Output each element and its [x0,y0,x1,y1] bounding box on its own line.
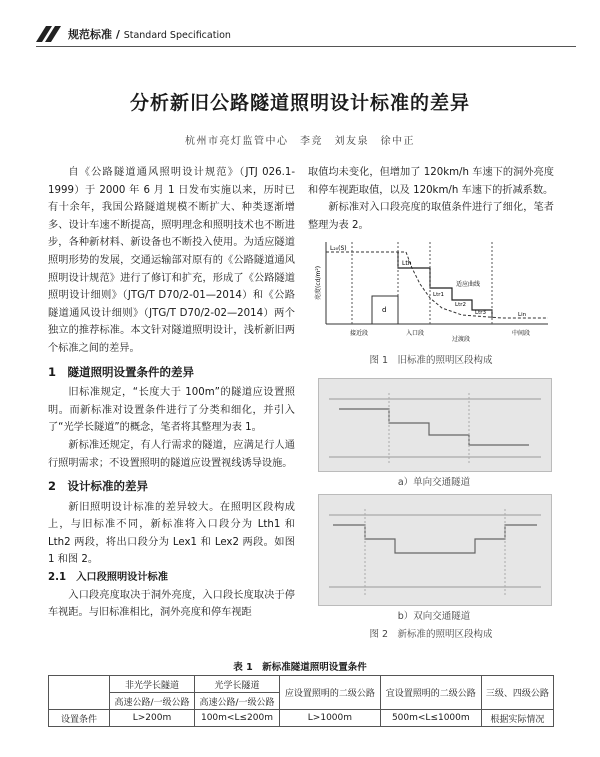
table-head-cell: 非光学长隧道 [110,676,195,693]
figure-2b-caption: b）双向交通隧道 [397,611,471,622]
fig1-curve-label: 适应曲线 [456,281,481,288]
fig1-ltr2-label: Ltr2 [455,302,466,308]
section-2-1-heading: 2.1 入口段照明设计标准 [48,572,168,584]
running-header [36,24,576,46]
fig1-ltr3-label: Ltr3 [475,310,486,316]
table-cell: 根据实际情况 [481,710,553,727]
header-subtitle: Standard Specification [123,30,231,41]
figure-2a-diagram [319,379,551,471]
table-corner-cell [49,676,110,710]
fig1-l20-label: L₂₀(S) [330,245,347,252]
fig1-lin-label: Lin [518,312,527,318]
fig1-seg-interior: 中间段 [512,330,531,337]
figure-2a-image [318,378,552,472]
fig1-lth-label: Lth [402,260,412,267]
fig1-ylabel: 亮度(cd/m²) [315,265,322,300]
table-head-cell: 光学长隧道 [194,676,279,693]
section-1-heading: 1 隧道照明设置条件的差异 [48,364,195,379]
fig1-ltr1-label: Ltr1 [433,292,444,298]
fig1-d-label: d [382,306,387,314]
table-cell: 100m<L≤200m [194,710,279,727]
table-cell: L>200m [110,710,195,727]
table-1 [48,675,554,727]
figure-1-caption: 图 1 旧标准的照明区段构成 [369,355,493,366]
fig1-seg-entrance: 入口段 [406,330,425,337]
header-title: 规范标准 / Standard Specification [68,28,231,41]
section-1-paragraph-2: 新标准还规定，有人行需求的隧道，应满足行人通行照明需求；不设置照明的隧道应设置视线诱导设施。 [48,439,295,469]
header-rule [36,46,576,47]
header-stripes-icon [36,26,62,42]
fig1-seg-approach: 接近段 [350,330,369,337]
figure-2a-caption: a）单向交通隧道 [397,477,471,488]
right-column [308,164,554,234]
author-byline: 杭州市亮灯监管中心 李竞 刘友泉 徐中正 [185,136,415,147]
fig1-seg-transition: 过渡段 [452,336,471,343]
article-title: 分析新旧公路隧道照明设计标准的差异 [129,92,470,114]
section-1-paragraph-1: 旧标准规定，“长度大于 100m”的隧道应设置照明。而新标准对设置条件进行了分类和细化，并引入了“光学长隧道”的概念，笔者将其整理为表 1。 [48,387,295,434]
left-column [48,164,295,622]
figure-2b-image [318,494,552,606]
section-2-1-paragraph: 入口段亮度取决于洞外亮度，入口段长度取决于停车视距。与旧标准相比，洞外亮度和停车视距 [48,589,295,619]
figure-1 [312,238,558,344]
table-cell: 500m<L≤1000m [380,710,481,727]
figure-1-diagram [312,238,558,344]
table-subhead-cell: 高速公路/一级公路 [110,693,195,710]
intro-paragraph: 自《公路隧道通风照明设计规范》（JTJ 026.1-1999）于 2000 年 6 月 1 日发布实施以来，历时已有十余年，我国公路隧道规模不断扩大、种类逐渐增多、设计车速不断提高，照明理念和照明技术也不断进步，各种新材料、新设备也不断投入使用。为适应隧道照明形势的发展，交通运输部对原有的《公路隧道通风照明设计规范》进行了修订和扩充，形成了《公路隧道照明设计细则》（JTG/T D70/2-01—2014）和《公路隧道通风设计细则》（JTG/T D70/2-02—2014）两个独立的推荐标准。本文针对隧道照明设计，浅析新旧两个标准之间的差异。 [48,167,295,354]
table-subhead-cell: 高速公路/一级公路 [194,693,279,710]
section-2-heading: 2 设计标准的差异 [48,479,149,494]
table-1-title: 表 1 新标准隧道照明设置条件 [233,662,367,673]
right-paragraph-1: 取值均未变化，但增加了 120km/h 车速下的洞外亮度和停车视距取值，以及 120km/h 车速下的折减系数。 [308,167,554,196]
table-head-cell: 宜设置照明的二级公路 [380,676,481,710]
right-paragraph-2: 新标准对入口段亮度的取值条件进行了细化，笔者整理为表 2。 [308,202,554,231]
table-head-cell: 三级、四级公路 [481,676,553,710]
section-2-paragraph-1: 新旧照明设计标准的差异较大。在照明区段构成上，与旧标准不同，新标准将入口段分为 Lth1 和 Lth2 两段，将出口段分为 Lex1 和 Lex2 两段。如图 1 和图 2。 [48,501,295,566]
table-row-label: 设置条件 [49,710,110,727]
figure-2b-diagram [319,495,551,605]
figure-2-caption: 图 2 新标准的照明区段构成 [369,629,493,640]
table-head-cell: 应设置照明的二级公路 [279,676,380,710]
table-cell: L>1000m [279,710,380,727]
table-row [49,710,554,727]
